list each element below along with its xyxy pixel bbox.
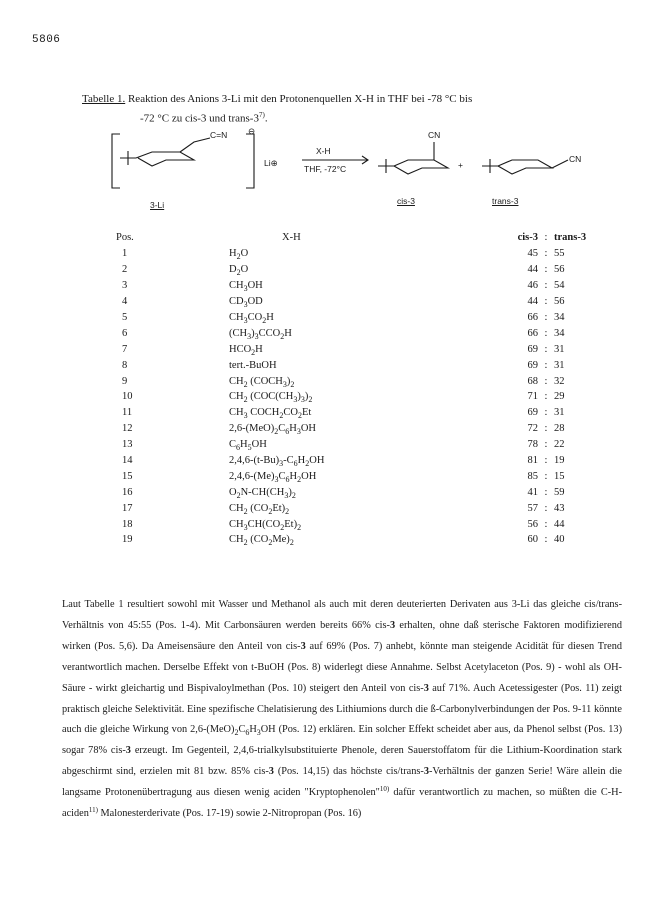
row-trans: 19: [554, 455, 565, 467]
table-row: [116, 453, 594, 469]
table-body: [116, 246, 594, 548]
row-trans: 59: [554, 486, 565, 498]
row-cis: 69: [527, 359, 538, 371]
row-cis: 46: [527, 280, 538, 292]
table-row: [116, 278, 594, 294]
row-reagent: $CH_3CH(CO_2Et)_2$: [229, 518, 302, 532]
row-trans: 32: [554, 375, 565, 387]
row-cis: 66: [527, 312, 538, 323]
table-row: [116, 310, 594, 326]
table-row: [116, 500, 594, 516]
row-pos: 19: [122, 534, 133, 546]
cis-ring: [378, 159, 448, 174]
table-header-row: [116, 229, 594, 246]
row-trans: 31: [554, 359, 565, 371]
row-trans: 55: [554, 248, 565, 260]
reagent-above: X-H: [316, 146, 331, 156]
row-reagent: $2,4,6-(Me)_3C_6H_2OH$: [229, 470, 317, 484]
row-trans: 40: [554, 534, 565, 546]
plus-sign: +: [458, 160, 463, 170]
row-pos: 3: [122, 280, 128, 292]
row-sep: :: [544, 455, 548, 467]
results-table: [116, 229, 594, 548]
cis-cn-label: CN: [428, 130, 441, 140]
row-reagent: $H_2O$: [229, 248, 249, 262]
header-trans: trans-3: [554, 232, 587, 243]
row-pos: 7: [122, 343, 128, 355]
row-pos: 13: [122, 439, 133, 451]
row-sep: :: [544, 248, 548, 260]
row-reagent: $2,4,6-(t-Bu)_3-C_6H_2OH$: [229, 455, 325, 469]
row-cis: 81: [527, 455, 538, 467]
table-row: [116, 373, 594, 389]
row-sep: :: [544, 470, 548, 482]
table-row: [116, 532, 594, 548]
nitrile-label: C=N: [210, 130, 228, 140]
counterion-label: Li⊕: [264, 158, 278, 168]
reagent-below: THF, -72°C: [304, 164, 347, 174]
table-row: [116, 325, 594, 341]
charge-label: ⊖: [248, 126, 256, 136]
row-reagent: $CH_2$ $(COC(CH_3)_3)_2$: [229, 391, 313, 405]
row-trans: 34: [554, 312, 565, 323]
page-number: 5806: [32, 34, 61, 46]
table-row: [116, 389, 594, 405]
anion-ring: [120, 151, 194, 166]
row-trans: 31: [554, 343, 565, 355]
anion-side: [180, 138, 210, 152]
caption-footnote: 7): [258, 111, 265, 119]
row-sep: :: [544, 407, 548, 419]
row-reagent: $CH_2$ $(CO_2Me)_2$: [229, 534, 294, 548]
row-reagent: $HCO_2H$: [229, 343, 263, 357]
table-row: [116, 516, 594, 532]
header-pos: Pos.: [116, 232, 134, 243]
row-reagent: $(CH_3)_3CCO_2H$: [229, 327, 292, 341]
row-reagent: $CH_2$ $(CO_2Et)_2$: [229, 502, 290, 516]
bracket-left: [112, 134, 120, 188]
row-trans: 31: [554, 407, 565, 419]
row-pos: 17: [122, 502, 133, 514]
row-sep: :: [544, 391, 548, 403]
row-reagent: $CH_3OH$: [229, 280, 263, 294]
trans-cn-label: CN: [569, 154, 582, 164]
table-row: [116, 357, 594, 373]
row-cis: 85: [527, 470, 538, 482]
row-reagent: $2,6-(MeO)_2C_6H_3OH$: [229, 423, 316, 437]
row-sep: :: [544, 359, 548, 371]
row-trans: 44: [554, 518, 565, 530]
trans-label: trans-3: [492, 196, 519, 206]
trans-cn-bond: [552, 160, 568, 168]
row-trans: 56: [554, 296, 565, 308]
row-trans: 43: [554, 502, 565, 514]
row-cis: 72: [527, 423, 538, 435]
row-sep: :: [544, 296, 548, 308]
row-reagent: $CH_3$ $COCH_2CO_2Et$: [229, 407, 312, 421]
body-text: [62, 595, 622, 825]
row-sep: :: [544, 486, 548, 498]
bracket-right: [246, 134, 254, 188]
row-cis: 56: [527, 518, 538, 530]
row-pos: 1: [122, 248, 128, 260]
row-reagent: $O_2N-CH(CH_3)_2$: [229, 486, 296, 500]
row-cis: 78: [527, 439, 538, 451]
header-xh: X-H: [282, 232, 301, 243]
row-cis: 71: [527, 391, 538, 403]
row-trans: 22: [554, 439, 565, 451]
caption-line2: -72 °C zu cis-3 und trans-3: [140, 112, 259, 125]
row-pos: 10: [122, 391, 133, 403]
header-sep: :: [544, 232, 548, 243]
row-cis: 57: [527, 502, 538, 514]
row-trans: 34: [554, 327, 565, 339]
row-reagent: $CD_3OD$: [229, 296, 263, 310]
caption-line1: Reaktion des Anions 3-Li mit den Protonenquellen X-H in THF bei -78 °C bis: [127, 93, 473, 105]
table-row: [116, 421, 594, 437]
row-reagent: $D_2O$: [229, 264, 249, 278]
row-cis: 41: [527, 486, 538, 498]
row-sep: :: [544, 343, 548, 355]
row-sep: :: [544, 423, 548, 435]
row-sep: :: [544, 375, 548, 387]
row-reagent: $CH_3CO_2H$: [229, 312, 274, 325]
trans-ring: [482, 159, 552, 174]
row-cis: 60: [527, 534, 538, 546]
row-pos: 2: [122, 264, 128, 276]
row-cis: 68: [527, 375, 538, 387]
table-row: [116, 484, 594, 500]
caption-label: Tabelle 1.: [82, 93, 126, 105]
row-trans: 15: [554, 470, 565, 482]
header-cis: cis-3: [517, 232, 538, 243]
table-row: [116, 294, 594, 310]
reaction-scheme: [106, 124, 606, 212]
row-pos: 6: [122, 327, 128, 339]
anion-label: 3-Li: [150, 200, 165, 210]
row-sep: :: [544, 327, 548, 339]
row-pos: 14: [122, 455, 133, 467]
row-cis: 45: [527, 248, 538, 260]
row-sep: :: [544, 280, 548, 292]
row-reagent: $CH_2$ $(COCH_3)_2$: [229, 375, 295, 389]
row-pos: 18: [122, 518, 133, 530]
cis-label: cis-3: [397, 196, 415, 206]
row-cis: 69: [527, 343, 538, 355]
row-reagent: $C_6H_5OH$: [229, 439, 267, 453]
row-pos: 5: [122, 312, 128, 323]
row-cis: 44: [527, 296, 538, 308]
table-row: [116, 262, 594, 278]
table-caption: Tabelle 1. Reaktion des Anions 3-Li mit den Protonenquellen X-H in THF bei -78 °C bis -72 °C zu cis-3 und trans-3$^{7)}$.: [82, 93, 473, 125]
row-trans: 56: [554, 264, 565, 276]
table-row: [116, 341, 594, 357]
row-pos: 9: [122, 375, 128, 387]
reaction-scheme-drawing: [106, 124, 606, 212]
row-sep: :: [544, 534, 548, 546]
row-sep: :: [544, 518, 548, 530]
row-cis: 69: [527, 407, 538, 419]
row-sep: :: [544, 312, 548, 323]
row-trans: 29: [554, 391, 565, 403]
row-pos: 4: [122, 296, 128, 308]
row-sep: :: [544, 502, 548, 514]
row-trans: 28: [554, 423, 565, 435]
row-pos: 16: [122, 486, 133, 498]
table-row: [116, 246, 594, 262]
row-pos: 15: [122, 470, 133, 482]
body-paragraph: Laut Tabelle 1 resultiert sowohl mit Wasser und Methanol als auch mit deren deuterierten Derivaten aus 3-Li das gleiche cis/trans-Verhältnis von 45:55 (Pos. 1-4). Mit Carbonsäuren werden bereits 66% cis-3 erhalten, ohne daß sterische Faktoren modifizierend wirken (Pos. 5,6). Da Ameisensäure den Anteil von cis-3 auf 69% (Pos. 7) anhebt, könnte man steigende Acidität für diesen Trend verantwortlich machen. Derselbe Effekt von t-BuOH (Pos. 8) widerlegt diese Annahme. Selbst Acetylaceton (Pos. 9) - wohl als OH-Säure - wirkt gleichartig und Bispivaloylmethan (Pos. 10) steigert den Anteil von cis-3 auf 71%. Auch Acetessigester (Pos. 11) zeigt praktisch gleiche Selektivität. Eine spezifische Chelatisierung des Lithiumions durch die ß-Carbonylverbindungen der Pos. 9-11 könnte auch die gleiche Wirkung von $2,6-(MeO)_2C_6H_3OH$ (Pos. 12) erklären. Ein solcher Effekt scheidet aber aus, da Phenol selbst (Pos. 13) sogar 78% cis-3 erzeugt. Im Gegenteil, 2,4,6-trialkylsubstituierte Phenole, deren Sauerstoffatom für die Lithium-Koordination stark abgeschirmt sind, erzielen mit 81 bzw. 85% cis-3 (Pos. 14,15) das höchste cis/trans-3-Verhältnis der ganzen Serie! Wäre allein die langsame Protonenübertragung aus diesen wenig aciden "Kryptophenolen"$^{10)}$ dafür verantwortlich zu machen, so müßten die C-H-aciden$^{11)}$ Malonesterderivate (Pos. 17-19) sowie 2-Nitropropan (Pos. 16): [62, 599, 623, 820]
row-pos: 11: [122, 407, 133, 419]
row-trans: 54: [554, 280, 565, 292]
table-row: [116, 437, 594, 453]
row-reagent: tert.-BuOH: [229, 359, 277, 371]
row-pos: 12: [122, 423, 133, 435]
row-sep: :: [544, 439, 548, 451]
row-cis: 44: [527, 264, 538, 276]
row-pos: 8: [122, 359, 128, 371]
table-row: [116, 468, 594, 484]
table-row: [116, 405, 594, 421]
row-cis: 66: [527, 327, 538, 339]
row-sep: :: [544, 264, 548, 276]
